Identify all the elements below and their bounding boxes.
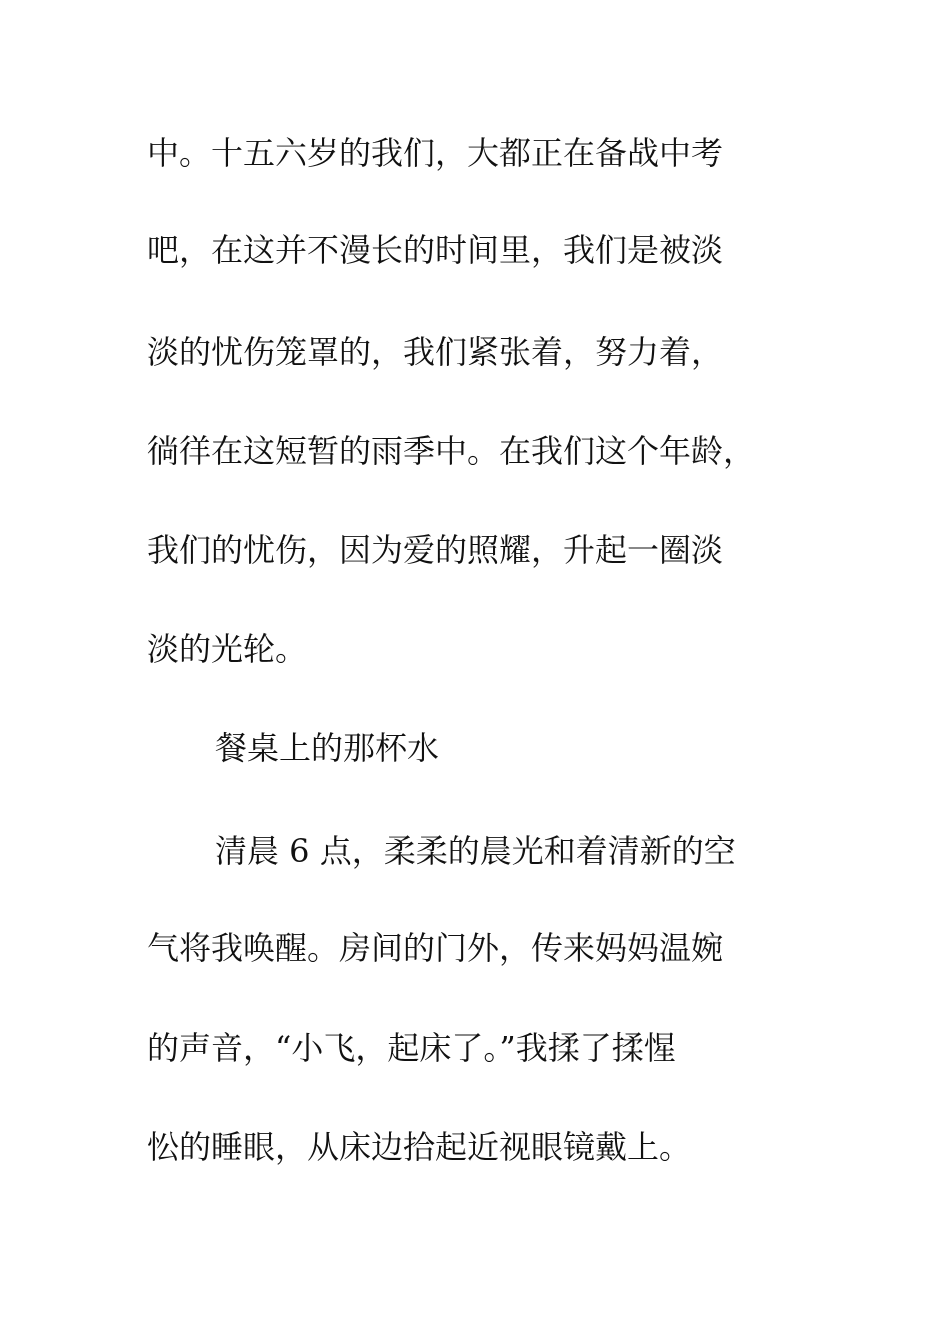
- text-line: 清晨 6 点，柔柔的晨光和着清新的空: [215, 832, 736, 870]
- text-line: 忪的睡眼，从床边拾起近视眼镜戴上。: [147, 1128, 692, 1166]
- text-line: 淡的忧伤笼罩的，我们紧张着，努力着，: [147, 333, 724, 371]
- text-line: 徜徉在这短暂的雨季中。在我们这个年龄，: [147, 432, 756, 470]
- text-line: 的声音，“小飞，起床了。”我揉了揉惺: [147, 1029, 676, 1067]
- section-heading: 餐桌上的那杯水: [215, 729, 440, 767]
- text-line: 淡的光轮。: [147, 630, 308, 668]
- text-line: 中。十五六岁的我们，大都正在备战中考: [147, 134, 724, 172]
- text-line: 气将我唤醒。房间的门外，传来妈妈温婉: [147, 929, 724, 967]
- text-line: 我们的忧伤，因为爱的照耀，升起一圈淡: [147, 531, 724, 569]
- text-line: 吧，在这并不漫长的时间里，我们是被淡: [147, 231, 724, 269]
